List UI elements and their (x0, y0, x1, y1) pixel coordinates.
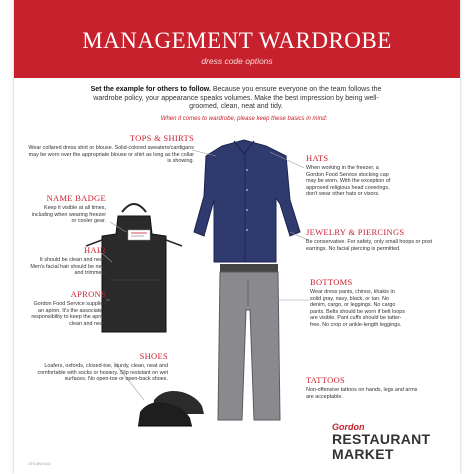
tattoos-text: Non-offensive tattoos on hands, legs and arms are acceptable. (306, 387, 418, 400)
pants-illustration (218, 264, 280, 420)
section-tops-shirts (28, 134, 194, 165)
name-badge-illustration (128, 230, 150, 240)
section-aprons (28, 290, 106, 327)
tops-title: TOPS & SHIRTS (129, 133, 194, 143)
intro-lead: Set the example for others to follow. (90, 86, 211, 93)
bottoms-text: Wear dress pants, chinos, khakis in solid gray, navy, black, or tan. No denim, cargo, or leggings. No cargo pants. Belts should be worn if belt loops are visible. Pant cuffs should be tatter-free. No crop or ankle-length leggings. (310, 289, 405, 328)
shirt-illustration (194, 140, 300, 262)
badge-text: Keep it visible at all times, including when wearing freezer or cooler gear. (31, 205, 106, 225)
section-jewelry (306, 228, 454, 252)
section-shoes (28, 352, 168, 383)
section-tattoos (306, 376, 426, 400)
shoes-illustration (138, 391, 204, 426)
shoes-text: Loafers, oxfords, closed-toe, sturdy, clean, neat and comfortable with socks or hosiery. Slip resistant on wet surfaces. No open-toe or open-back shoes. (37, 363, 168, 383)
page-title: MANAGEMENT WARDROBE (82, 28, 392, 53)
section-bottoms (310, 278, 406, 329)
aprons-title: APRONS (70, 289, 106, 299)
intro-body: Because you ensure everyone on the team follows the wardrobe policy, your appearance speaks volumes. Make the best impression by being well-groomed, clean, neat and tidy. (93, 86, 382, 111)
hair-text: It should be clean and neat. Men's facial hair should be neat and trimmed. (30, 257, 106, 277)
hair-title: HAIR (84, 245, 106, 255)
wardrobe-flyer (14, 0, 460, 474)
tattoos-title: TATTOOS (306, 375, 346, 385)
section-hair (28, 246, 106, 277)
gordon-restaurant-market-logo (332, 422, 452, 462)
logo-line-restaurant: RESTAURANT (332, 431, 431, 447)
intro-tagline: When it comes to wardrobe, please keep these basics in mind: (160, 116, 328, 122)
page-subtitle: dress code options (201, 56, 273, 66)
jewelry-text: Be conservative. For safety, only small hoops or post earrings. No facial piercing is permitted. (306, 239, 433, 252)
hats-title: HATS (306, 153, 329, 163)
logo-line-market: MARKET (332, 446, 394, 462)
jewelry-title: JEWELRY & PIERCINGS (306, 227, 405, 237)
section-hats (306, 154, 396, 198)
hats-text: When working in the freezer, a Gordon Food Service stocking cap may be worn. With the exception of approved religious head coverings, don't wear other hats or visors. (306, 165, 391, 198)
shoes-title: SHOES (139, 351, 168, 361)
footer-code: GFS-MW-0417 (28, 462, 52, 466)
logo-brand: Gordon (332, 422, 365, 432)
tops-text: Wear collared dress shirt or blouse. Solid-colored sweaters/cardigans may be worn over the appropriate blouse or shirt as long as the collar is showing. (28, 145, 194, 165)
badge-title: NAME BADGE (46, 193, 106, 203)
section-name-badge (28, 194, 106, 225)
bottoms-title: BOTTOMS (310, 277, 353, 287)
aprons-text: Gordon Food Service supplies an apron. It's the associate's responsibility to keep the apron clean and neat. (31, 301, 106, 327)
